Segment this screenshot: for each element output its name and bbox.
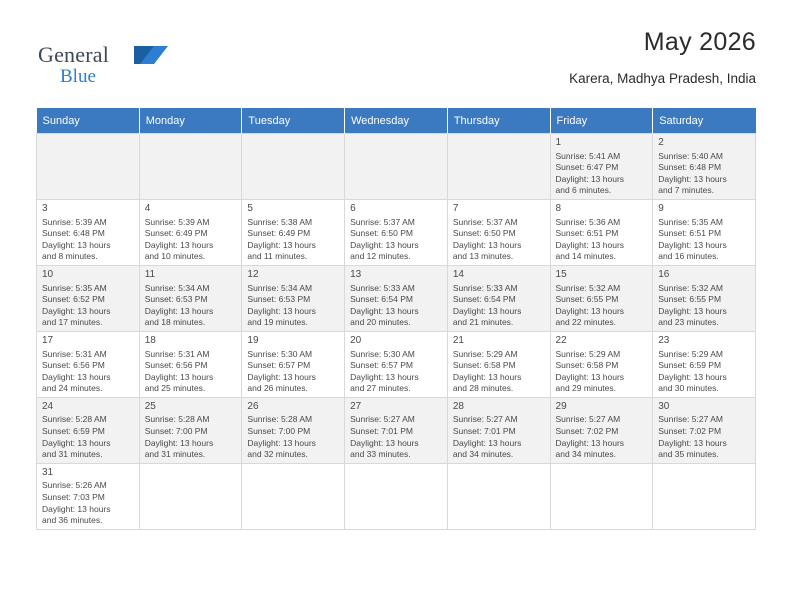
- day-sun-info: [247, 283, 340, 329]
- calendar-day-cell[interactable]: [37, 397, 140, 463]
- day-sun-info: [658, 349, 751, 395]
- day-daylight2-text: and 22 minutes.: [555, 317, 616, 328]
- day-daylight1-text: Daylight: 13 hours: [42, 305, 111, 316]
- day-sunset-text: Sunset: 6:59 PM: [658, 360, 722, 371]
- calendar-week-row: [37, 134, 756, 200]
- day-daylight1-text: Daylight: 13 hours: [452, 371, 522, 382]
- day-sunset-text: Sunset: 7:00 PM: [144, 426, 208, 437]
- day-daylight1-text: Daylight: 13 hours: [350, 239, 419, 250]
- day-sunrise-text: Sunrise: 5:30 AM: [247, 348, 313, 359]
- calendar-cell-empty: [550, 463, 653, 529]
- day-daylight1-text: Daylight: 13 hours: [452, 239, 522, 250]
- day-number: 8: [555, 202, 562, 214]
- day-sun-info: [658, 283, 751, 329]
- day-daylight2-text: and 11 minutes.: [247, 251, 308, 262]
- day-sun-info: [658, 217, 751, 263]
- weekday-header-row: [37, 108, 756, 134]
- day-daylight1-text: Daylight: 13 hours: [555, 305, 625, 316]
- day-number: 28: [452, 400, 464, 412]
- day-sunrise-text: Sunrise: 5:38 AM: [247, 216, 313, 227]
- day-sunrise-text: Sunrise: 5:37 AM: [350, 216, 415, 227]
- day-sunset-text: Sunset: 7:01 PM: [452, 426, 516, 437]
- day-daylight1-text: Daylight: 13 hours: [350, 437, 419, 448]
- day-daylight2-text: and 25 minutes.: [144, 383, 206, 394]
- day-number: 15: [555, 268, 567, 280]
- day-number: 10: [42, 268, 54, 280]
- day-sun-info: [145, 414, 238, 460]
- calendar-cell-empty: [242, 134, 345, 200]
- day-sun-info: [42, 217, 135, 263]
- calendar-week-row: [37, 331, 756, 397]
- day-sunrise-text: Sunrise: 5:33 AM: [350, 282, 415, 293]
- day-daylight1-text: Daylight: 13 hours: [247, 239, 316, 250]
- calendar-day-cell[interactable]: [653, 265, 756, 331]
- calendar-day-cell[interactable]: [345, 331, 448, 397]
- day-daylight1-text: Daylight: 13 hours: [658, 437, 727, 448]
- day-sunset-text: Sunset: 6:48 PM: [42, 228, 105, 239]
- day-sunset-text: Sunset: 6:54 PM: [452, 294, 516, 305]
- calendar-day-cell[interactable]: [242, 397, 345, 463]
- day-number: 25: [144, 400, 156, 412]
- weekday-header-thursday: Thursday: [447, 108, 550, 134]
- day-sun-info: [42, 283, 135, 329]
- day-sunrise-text: Sunrise: 5:32 AM: [658, 282, 723, 293]
- calendar-cell-empty: [653, 463, 756, 529]
- day-sun-info: [453, 217, 546, 263]
- day-number: 23: [658, 334, 670, 346]
- calendar-day-cell[interactable]: [139, 199, 242, 265]
- day-number: 6: [350, 202, 356, 214]
- calendar-cell-empty: [447, 463, 550, 529]
- day-number: 4: [144, 202, 151, 214]
- day-daylight2-text: and 30 minutes.: [658, 383, 719, 394]
- day-sun-info: [350, 217, 443, 263]
- calendar-day-cell[interactable]: [345, 397, 448, 463]
- day-daylight1-text: Daylight: 13 hours: [452, 305, 522, 316]
- day-daylight2-text: and 35 minutes.: [658, 449, 719, 460]
- day-daylight1-text: Daylight: 13 hours: [42, 503, 111, 514]
- calendar-day-cell[interactable]: [345, 199, 448, 265]
- day-number: 26: [247, 400, 259, 412]
- day-sunset-text: Sunset: 6:48 PM: [658, 162, 722, 173]
- day-sun-info: [247, 217, 340, 263]
- day-sunrise-text: Sunrise: 5:35 AM: [42, 282, 107, 293]
- title-block: [569, 28, 756, 86]
- day-sunset-text: Sunset: 6:47 PM: [555, 162, 619, 173]
- calendar-day-cell[interactable]: [37, 463, 140, 529]
- day-daylight1-text: Daylight: 13 hours: [555, 239, 625, 250]
- calendar-day-cell[interactable]: [550, 265, 653, 331]
- day-daylight2-text: and 34 minutes.: [555, 449, 616, 460]
- calendar-day-cell[interactable]: [139, 331, 242, 397]
- day-sunset-text: Sunset: 6:50 PM: [452, 228, 516, 239]
- page-header: [36, 28, 756, 94]
- day-sun-info: [658, 414, 751, 460]
- day-number: 16: [658, 268, 670, 280]
- day-daylight2-text: and 14 minutes.: [555, 251, 616, 262]
- day-sunrise-text: Sunrise: 5:36 AM: [555, 216, 621, 227]
- calendar-day-cell[interactable]: [447, 331, 550, 397]
- calendar-day-cell[interactable]: [242, 199, 345, 265]
- calendar-week-row: [37, 199, 756, 265]
- day-sunset-text: Sunset: 6:57 PM: [247, 360, 311, 371]
- day-number: 5: [247, 202, 253, 214]
- day-sunrise-text: Sunrise: 5:40 AM: [658, 150, 723, 161]
- weekday-header-wednesday: Wednesday: [345, 108, 448, 134]
- day-sunrise-text: Sunrise: 5:34 AM: [144, 282, 210, 293]
- day-daylight1-text: Daylight: 13 hours: [247, 437, 316, 448]
- day-sunrise-text: Sunrise: 5:31 AM: [144, 348, 210, 359]
- day-number: 9: [658, 202, 664, 214]
- day-sunset-text: Sunset: 7:03 PM: [42, 492, 105, 503]
- day-daylight2-text: and 32 minutes.: [247, 449, 308, 460]
- weekday-header-monday: Monday: [139, 108, 242, 134]
- flag-icon: [134, 44, 170, 66]
- day-sunset-text: Sunset: 6:58 PM: [555, 360, 619, 371]
- day-daylight2-text: and 31 minutes.: [144, 449, 206, 460]
- day-sunset-text: Sunset: 6:49 PM: [247, 228, 311, 239]
- day-number: 30: [658, 400, 670, 412]
- day-sunrise-text: Sunrise: 5:41 AM: [555, 150, 621, 161]
- day-sunrise-text: Sunrise: 5:27 AM: [350, 414, 415, 425]
- day-sunset-text: Sunset: 6:59 PM: [42, 426, 105, 437]
- day-sunset-text: Sunset: 6:53 PM: [144, 294, 208, 305]
- day-sunset-text: Sunset: 7:01 PM: [350, 426, 413, 437]
- calendar-day-cell[interactable]: [550, 397, 653, 463]
- day-daylight1-text: Daylight: 13 hours: [144, 239, 214, 250]
- day-number: 1: [555, 137, 562, 148]
- day-daylight2-text: and 17 minutes.: [42, 317, 103, 328]
- calendar-day-cell[interactable]: [550, 134, 653, 200]
- day-sunrise-text: Sunrise: 5:37 AM: [452, 216, 518, 227]
- day-daylight1-text: Daylight: 13 hours: [555, 173, 625, 184]
- calendar-day-cell[interactable]: [447, 265, 550, 331]
- day-daylight1-text: Daylight: 13 hours: [658, 173, 727, 184]
- calendar-day-cell[interactable]: [447, 199, 550, 265]
- day-sun-info: [42, 349, 135, 395]
- calendar-day-cell[interactable]: [653, 199, 756, 265]
- day-number: 22: [555, 334, 567, 346]
- day-sunset-text: Sunset: 6:49 PM: [144, 228, 208, 239]
- day-sunset-text: Sunset: 7:02 PM: [555, 426, 619, 437]
- sunrise-sunset-calendar: [36, 108, 756, 530]
- day-sun-info: [42, 414, 135, 460]
- day-daylight1-text: Daylight: 13 hours: [247, 371, 316, 382]
- day-sunrise-text: Sunrise: 5:28 AM: [144, 414, 210, 425]
- day-sunset-text: Sunset: 6:54 PM: [350, 294, 413, 305]
- day-sunset-text: Sunset: 7:02 PM: [658, 426, 722, 437]
- weekday-header-friday: Friday: [550, 108, 653, 134]
- day-sun-info: [247, 414, 340, 460]
- day-daylight2-text: and 20 minutes.: [350, 317, 411, 328]
- day-daylight2-text: and 23 minutes.: [658, 317, 719, 328]
- day-number: 7: [452, 202, 459, 214]
- day-number: 14: [452, 268, 464, 280]
- day-sun-info: [247, 349, 340, 395]
- day-sunrise-text: Sunrise: 5:26 AM: [42, 480, 107, 491]
- day-sunrise-text: Sunrise: 5:32 AM: [555, 282, 621, 293]
- day-sunrise-text: Sunrise: 5:27 AM: [452, 414, 518, 425]
- day-daylight1-text: Daylight: 13 hours: [42, 371, 111, 382]
- day-daylight2-text: and 33 minutes.: [350, 449, 411, 460]
- weekday-header-tuesday: Tuesday: [242, 108, 345, 134]
- day-sunset-text: Sunset: 6:55 PM: [555, 294, 619, 305]
- day-sun-info: [658, 151, 751, 197]
- day-daylight1-text: Daylight: 13 hours: [144, 371, 214, 382]
- day-number: 13: [350, 268, 362, 280]
- calendar-day-cell[interactable]: [345, 265, 448, 331]
- day-sun-info: [556, 151, 649, 197]
- calendar-day-cell[interactable]: [139, 265, 242, 331]
- day-sun-info: [556, 217, 649, 263]
- day-sunset-text: Sunset: 7:00 PM: [247, 426, 311, 437]
- day-daylight1-text: Daylight: 13 hours: [42, 239, 111, 250]
- location-subtitle: Karera, Madhya Pradesh, India: [569, 71, 756, 86]
- day-sunrise-text: Sunrise: 5:27 AM: [658, 414, 723, 425]
- day-sunrise-text: Sunrise: 5:28 AM: [247, 414, 313, 425]
- weekday-header-saturday: Saturday: [653, 108, 756, 134]
- logo-text-blue: Blue: [60, 66, 96, 87]
- day-number: 24: [42, 400, 54, 412]
- calendar-body: [37, 134, 756, 530]
- day-daylight2-text: and 27 minutes.: [350, 383, 411, 394]
- calendar-cell-empty: [447, 134, 550, 200]
- calendar-week-row: [37, 397, 756, 463]
- calendar-week-row: [37, 265, 756, 331]
- day-daylight2-text: and 21 minutes.: [452, 317, 514, 328]
- day-sunset-text: Sunset: 6:50 PM: [350, 228, 413, 239]
- day-number: 11: [144, 268, 156, 280]
- day-sun-info: [556, 349, 649, 395]
- day-daylight1-text: Daylight: 13 hours: [452, 437, 522, 448]
- day-sunrise-text: Sunrise: 5:30 AM: [350, 348, 415, 359]
- day-sunrise-text: Sunrise: 5:34 AM: [247, 282, 313, 293]
- calendar-cell-empty: [242, 463, 345, 529]
- calendar-cell-empty: [37, 134, 140, 200]
- day-sunset-text: Sunset: 6:57 PM: [350, 360, 413, 371]
- day-daylight2-text: and 31 minutes.: [42, 449, 103, 460]
- day-number: 27: [350, 400, 362, 412]
- day-daylight2-text: and 28 minutes.: [452, 383, 514, 394]
- calendar-week-row: [37, 463, 756, 529]
- day-sunset-text: Sunset: 6:55 PM: [658, 294, 722, 305]
- day-sun-info: [556, 283, 649, 329]
- day-sun-info: [350, 414, 443, 460]
- day-daylight2-text: and 16 minutes.: [658, 251, 719, 262]
- day-daylight2-text: and 12 minutes.: [350, 251, 411, 262]
- day-daylight2-text: and 8 minutes.: [42, 251, 98, 262]
- day-number: 29: [555, 400, 567, 412]
- calendar-day-cell[interactable]: [139, 397, 242, 463]
- day-number: 19: [247, 334, 259, 346]
- day-sunset-text: Sunset: 6:51 PM: [555, 228, 619, 239]
- day-daylight1-text: Daylight: 13 hours: [658, 371, 727, 382]
- day-number: 17: [42, 334, 54, 346]
- day-sunrise-text: Sunrise: 5:31 AM: [42, 348, 107, 359]
- day-daylight2-text: and 10 minutes.: [144, 251, 206, 262]
- day-sun-info: [145, 349, 238, 395]
- day-sunrise-text: Sunrise: 5:27 AM: [555, 414, 621, 425]
- calendar-day-cell[interactable]: [447, 397, 550, 463]
- calendar-cell-empty: [345, 463, 448, 529]
- day-daylight2-text: and 34 minutes.: [452, 449, 514, 460]
- day-daylight1-text: Daylight: 13 hours: [144, 437, 214, 448]
- day-sun-info: [350, 283, 443, 329]
- calendar-cell-empty: [345, 134, 448, 200]
- day-number: 31: [42, 466, 54, 478]
- day-sun-info: [145, 217, 238, 263]
- day-daylight1-text: Daylight: 13 hours: [658, 305, 727, 316]
- calendar-day-cell[interactable]: [653, 134, 756, 200]
- day-daylight1-text: Daylight: 13 hours: [144, 305, 214, 316]
- calendar-day-cell[interactable]: [242, 331, 345, 397]
- day-daylight1-text: Daylight: 13 hours: [350, 371, 419, 382]
- day-sunrise-text: Sunrise: 5:39 AM: [144, 216, 210, 227]
- day-daylight2-text: and 26 minutes.: [247, 383, 308, 394]
- calendar-day-cell[interactable]: [242, 265, 345, 331]
- day-daylight2-text: and 18 minutes.: [144, 317, 206, 328]
- day-number: 21: [452, 334, 464, 346]
- day-daylight2-text: and 29 minutes.: [555, 383, 616, 394]
- calendar-day-cell[interactable]: [653, 331, 756, 397]
- day-sunrise-text: Sunrise: 5:29 AM: [658, 348, 723, 359]
- day-daylight1-text: Daylight: 13 hours: [350, 305, 419, 316]
- calendar-day-cell[interactable]: [550, 331, 653, 397]
- calendar-day-cell[interactable]: [37, 331, 140, 397]
- weekday-header-sunday: Sunday: [37, 108, 140, 134]
- day-sunrise-text: Sunrise: 5:39 AM: [42, 216, 107, 227]
- day-sunset-text: Sunset: 6:58 PM: [452, 360, 516, 371]
- day-daylight2-text: and 36 minutes.: [42, 515, 103, 526]
- day-sunrise-text: Sunrise: 5:35 AM: [658, 216, 723, 227]
- day-sun-info: [145, 283, 238, 329]
- day-sun-info: [453, 283, 546, 329]
- day-sunrise-text: Sunrise: 5:33 AM: [452, 282, 518, 293]
- day-number: 12: [247, 268, 259, 280]
- calendar-cell-empty: [139, 463, 242, 529]
- calendar-day-cell[interactable]: [37, 265, 140, 331]
- day-sunrise-text: Sunrise: 5:28 AM: [42, 414, 107, 425]
- day-number: 2: [658, 137, 664, 148]
- day-sunrise-text: Sunrise: 5:29 AM: [452, 348, 518, 359]
- day-sun-info: [350, 349, 443, 395]
- day-daylight1-text: Daylight: 13 hours: [247, 305, 316, 316]
- day-number: 20: [350, 334, 362, 346]
- day-daylight2-text: and 6 minutes.: [555, 185, 612, 196]
- day-number: 18: [144, 334, 156, 346]
- day-sunset-text: Sunset: 6:53 PM: [247, 294, 311, 305]
- day-number: 3: [42, 202, 48, 214]
- day-sunset-text: Sunset: 6:56 PM: [144, 360, 208, 371]
- day-daylight1-text: Daylight: 13 hours: [555, 437, 625, 448]
- day-sun-info: [453, 414, 546, 460]
- day-daylight2-text: and 19 minutes.: [247, 317, 308, 328]
- day-sunset-text: Sunset: 6:52 PM: [42, 294, 105, 305]
- day-sunset-text: Sunset: 6:51 PM: [658, 228, 722, 239]
- day-sunset-text: Sunset: 6:56 PM: [42, 360, 105, 371]
- day-daylight2-text: and 7 minutes.: [658, 185, 714, 196]
- generalblue-logo: [38, 42, 218, 96]
- calendar-day-cell[interactable]: [550, 199, 653, 265]
- calendar-day-cell[interactable]: [653, 397, 756, 463]
- day-sun-info: [42, 480, 135, 526]
- day-sun-info: [556, 414, 649, 460]
- day-sunrise-text: Sunrise: 5:29 AM: [555, 348, 621, 359]
- day-daylight2-text: and 13 minutes.: [452, 251, 514, 262]
- day-sun-info: [453, 349, 546, 395]
- day-daylight2-text: and 24 minutes.: [42, 383, 103, 394]
- day-daylight1-text: Daylight: 13 hours: [658, 239, 727, 250]
- page-title: May 2026: [643, 28, 756, 56]
- calendar-day-cell[interactable]: [37, 199, 140, 265]
- day-daylight1-text: Daylight: 13 hours: [42, 437, 111, 448]
- logo-text-general: General: [38, 42, 110, 67]
- day-daylight1-text: Daylight: 13 hours: [555, 371, 625, 382]
- calendar-cell-empty: [139, 134, 242, 200]
